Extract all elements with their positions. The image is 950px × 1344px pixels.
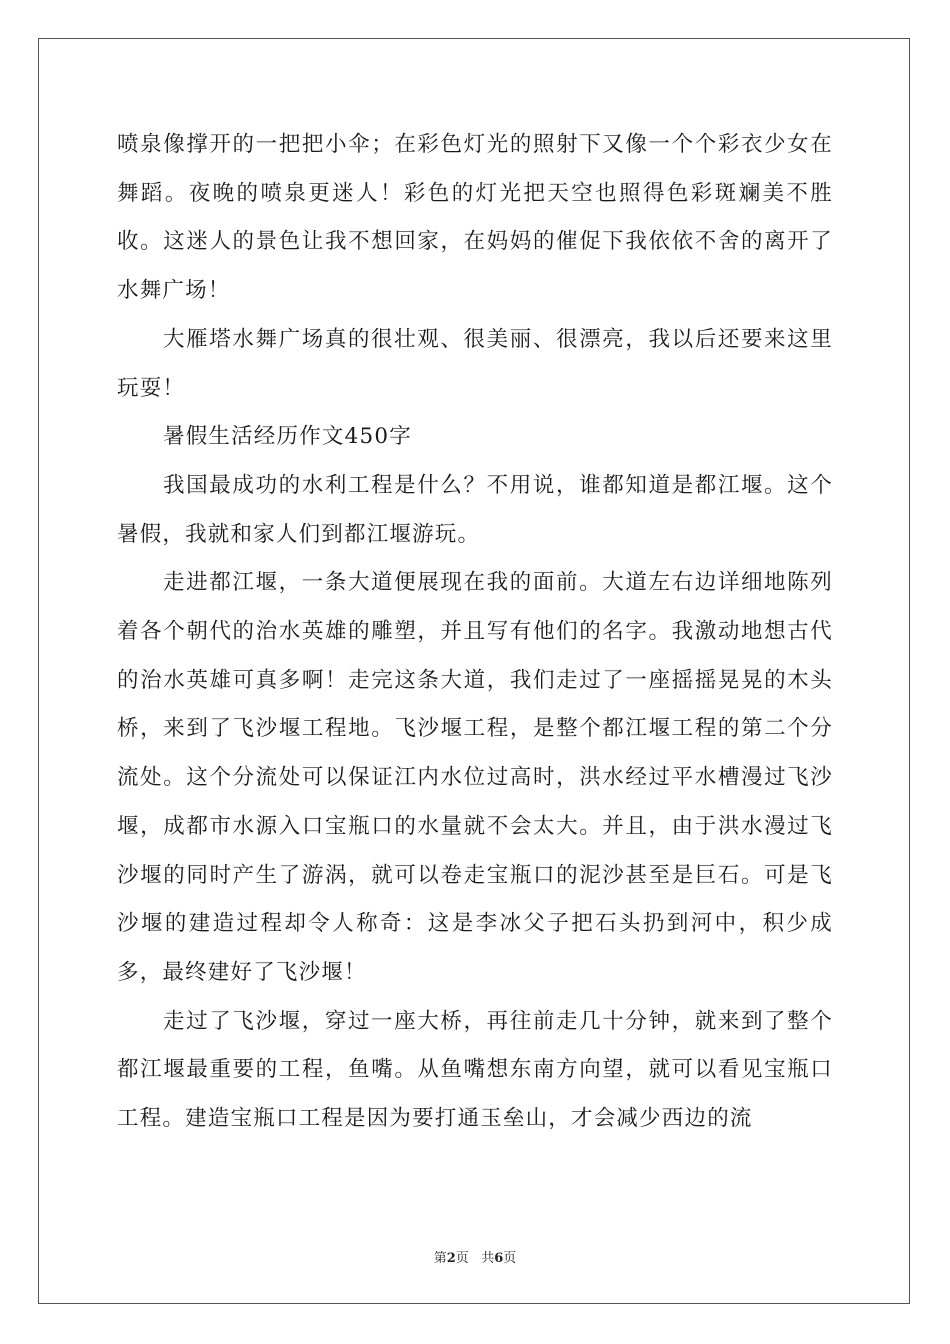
- total-pages: 6: [494, 1251, 504, 1266]
- document-body: [117, 121, 833, 1144]
- total-prefix: 共: [481, 1251, 495, 1266]
- section-heading: 暑假生活经历作文450字: [163, 424, 412, 450]
- paragraph: 我国最成功的水利工程是什么？不用说，谁都知道是都江堰。这个暑假，我就和家人们到都江堰游玩。: [117, 472, 833, 547]
- page-footer: [0, 1247, 950, 1266]
- page-number: 2: [446, 1251, 456, 1266]
- total-suffix: 页: [503, 1251, 517, 1266]
- paragraph: 走过了飞沙堰，穿过一座大桥，再往前走几十分钟，就来到了整个都江堰最重要的工程，鱼嘴。从鱼嘴想东南方向望，就可以看见宝瓶口工程。建造宝瓶口工程是因为要打通玉垒山，才会减少西边的流: [117, 1008, 833, 1132]
- page-suffix: 页: [455, 1251, 469, 1266]
- paragraph: 大雁塔水舞广场真的很壮观、很美丽、很漂亮，我以后还要来这里玩耍！: [117, 326, 833, 401]
- page-prefix: 第: [433, 1251, 447, 1266]
- paragraph: 喷泉像撑开的一把把小伞；在彩色灯光的照射下又像一个个彩衣少女在舞蹈。夜晚的喷泉更迷人！彩色的灯光把天空也照得色彩斑斓美不胜收。这迷人的景色让我不想回家，在妈妈的催促下我依依不舍的离开了水舞广场！: [117, 132, 833, 304]
- paragraph: 走进都江堰，一条大道便展现在我的面前。大道左右边详细地陈列着各个朝代的治水英雄的雕塑，并且写有他们的名字。我激动地想古代的治水英雄可真多啊！走完这条大道，我们走过了一座摇摇晃晃的木头桥，来到了飞沙堰工程地。飞沙堰工程，是整个都江堰工程的第二个分流处。这个分流处可以保证江内水位过高时，洪水经过平水槽漫过飞沙堰，成都市水源入口宝瓶口的水量就不会太大。并且，由于洪水漫过飞沙堰的同时产生了游涡，就可以卷走宝瓶口的泥沙甚至是巨石。可是飞沙堰的建造过程却令人称奇：这是李冰父子把石头扔到河中，积少成多，最终建好了飞沙堰！: [117, 570, 833, 985]
